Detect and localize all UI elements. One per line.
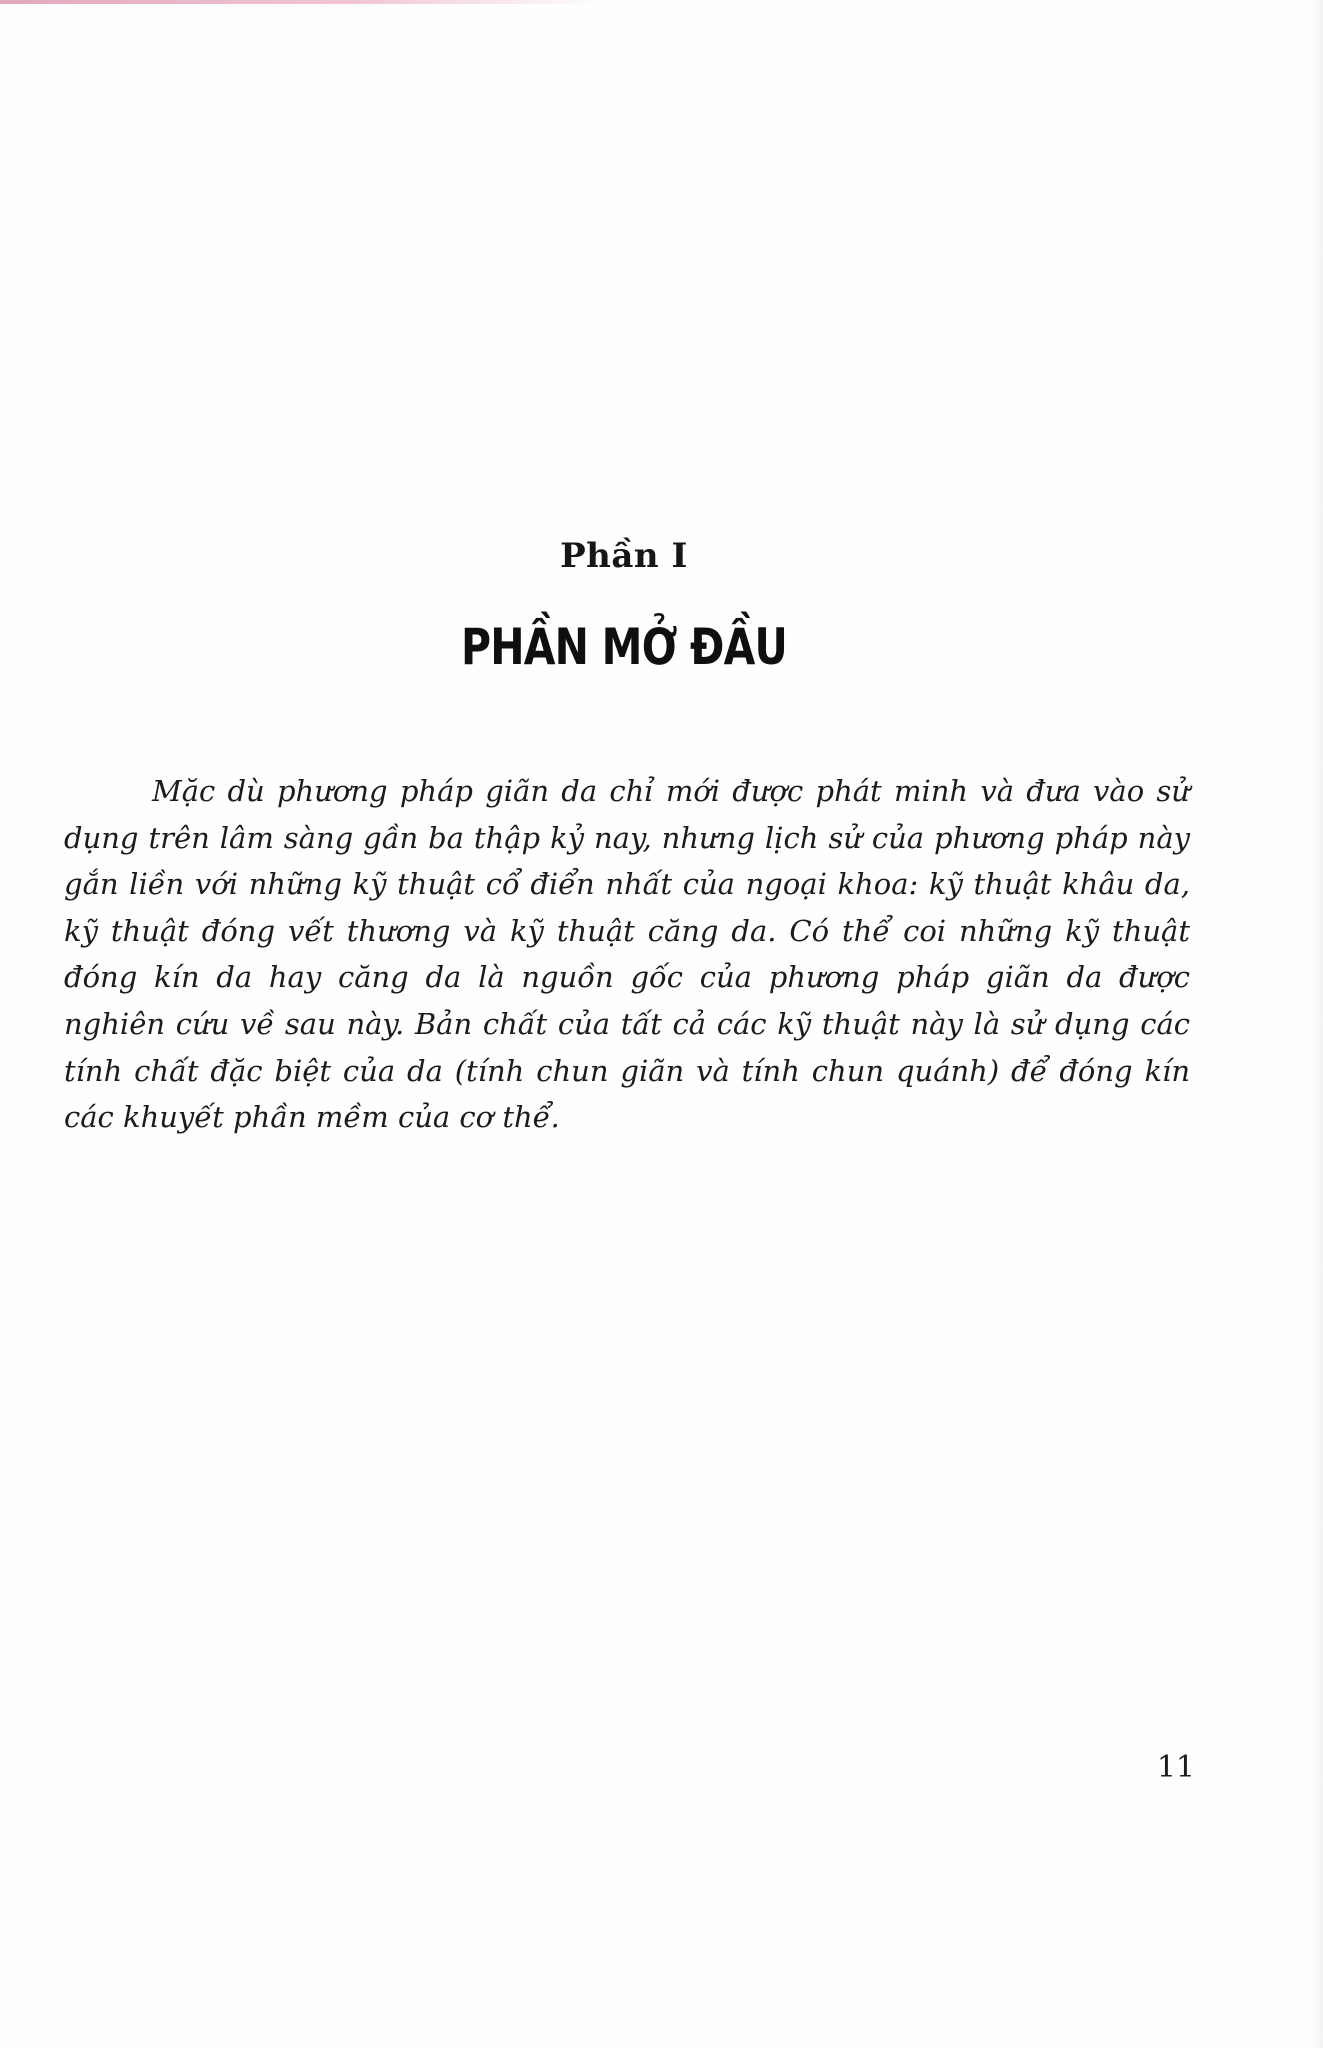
chapter-title: PHẦN MỞ ĐẦU [461,618,787,676]
scan-edge-right [1309,0,1323,2048]
page-number: 11 [1156,1750,1195,1785]
scan-edge-top [0,0,600,4]
body-paragraph: Mặc dù phương pháp giãn da chỉ mới được phát minh và đưa vào sử dụng trên lâm sàng gần ba thập kỷ nay, nhưng lịch sử của phương pháp này gắn liền với những kỹ thuật cổ điển nhất của ngoại khoa: kỹ thuật khâu da, kỹ thuật đóng vết thương và kỹ thuật căng da. Có thể coi những kỹ thuật đóng kín da hay căng da là nguồn gốc của phương pháp giãn da được nghiên cứu về sau này. Bản chất của tất cả các kỹ thuật này là sử dụng các tính chất đặc biệt của da (tính chun giãn và tính chun quánh) để đóng kín các khuyết phần mềm của cơ thể. [64,774,1190,1135]
part-label: Phần I [560,536,688,576]
